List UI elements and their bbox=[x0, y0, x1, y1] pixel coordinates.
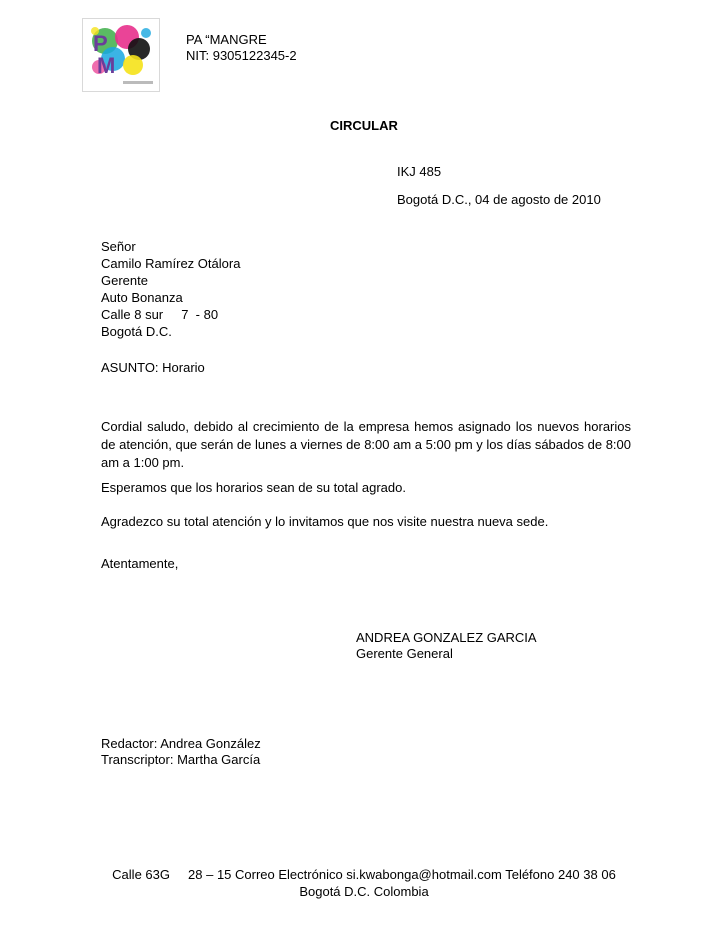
recipient-position: Gerente bbox=[101, 273, 148, 288]
closing-text: Atentamente, bbox=[101, 556, 179, 571]
page-footer bbox=[0, 866, 728, 900]
document-reference: IKJ 485 bbox=[397, 164, 442, 179]
recipient-company: Auto Bonanza bbox=[101, 290, 183, 305]
recipient-salutation: Señor bbox=[101, 239, 136, 254]
signature-name: ANDREA GONZALEZ GARCIA bbox=[356, 630, 537, 645]
recipient-city: Bogotá D.C. bbox=[101, 324, 172, 339]
paint-splash-logo-icon bbox=[83, 19, 159, 91]
body-paragraph-1: Cordial saludo, debido al crecimiento de la empresa hemos asignado los nuevos horarios de atención, que serán de lunes a viernes de 8:00 am a 5:00 pm y los días sábados de 8:00 am a 1:00 pm. bbox=[101, 419, 631, 470]
company-nit: NIT: 9305122345-2 bbox=[186, 48, 297, 63]
subject-line: ASUNTO: Horario bbox=[101, 360, 205, 375]
body-paragraph-2: Esperamos que los horarios sean de su total agrado. bbox=[101, 480, 406, 495]
signature-title: Gerente General bbox=[356, 646, 453, 661]
body-paragraph-3: Agradezco su total atención y lo invitamos que nos visite nuestra nueva sede. bbox=[101, 514, 549, 529]
recipient-name: Camilo Ramírez Otálora bbox=[101, 256, 241, 271]
svg-text:P: P bbox=[93, 31, 108, 56]
transcriptor-credit: Transcriptor: Martha García bbox=[101, 752, 261, 767]
company-logo bbox=[82, 18, 160, 92]
redactor-credit: Redactor: Andrea González bbox=[101, 736, 261, 751]
footer-city-line: Bogotá D.C. Colombia bbox=[299, 884, 429, 899]
company-name: PA “MANGRE bbox=[186, 32, 267, 47]
document-title: CIRCULAR bbox=[330, 118, 398, 133]
svg-text:M: M bbox=[97, 53, 116, 78]
recipient-address: Calle 8 sur 7 - 80 bbox=[101, 307, 219, 322]
footer-address-line: Calle 63G 28 – 15 Correo Electrónico si.kwabonga@hotmail.com Teléfono 240 38 06 bbox=[112, 867, 616, 882]
place-date: Bogotá D.C., 04 de agosto de 2010 bbox=[397, 192, 601, 207]
recipient-block bbox=[101, 238, 240, 340]
